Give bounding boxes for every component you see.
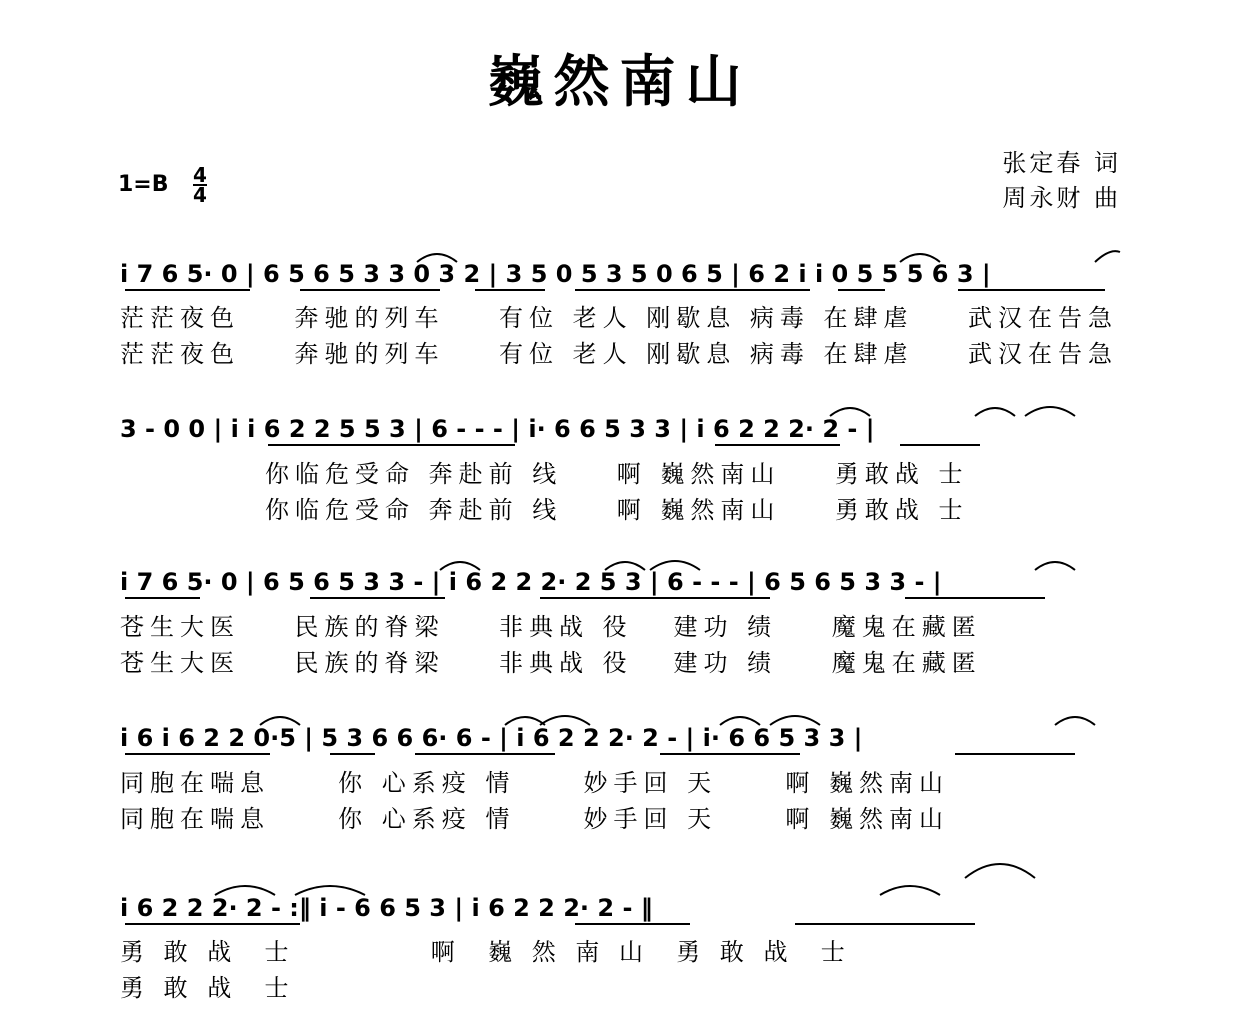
lyric-line-1b: 茫茫夜色 奔驰的列车 有位 老人 刚歇息 病毒 在肆虐 武汉在告急 (120, 340, 1119, 368)
lyric-line-5a: 勇 敢 战 士 啊 巍 然 南 山 勇 敢 战 士 (120, 938, 851, 966)
lyricist-credit: 张定春 词 (1002, 149, 1121, 177)
lyric-line-3a: 苍生大医 民族的脊梁 非典战 役 建功 绩 魔鬼在藏匿 (120, 613, 982, 641)
notation-line-1-text: i 7 6 5· 0 | 6 5 6 5 3 3 0 3 2 | 3 5 0 5 3 5 0 6 5 | 6 2 i i 0 5 5 5 6 3 | (120, 260, 991, 288)
lyric-line-2b: 你临危受命 奔赴前 线 啊 巍然南山 勇敢战 士 (265, 496, 969, 524)
lyric-line-3b: 苍生大医 民族的脊梁 非典战 役 建功 绩 魔鬼在藏匿 (120, 649, 982, 677)
composer-credit: 周永财 曲 (1002, 184, 1121, 212)
lyric-line-5b: 勇 敢 战 士 (120, 974, 295, 1002)
notation-line-2 (120, 415, 875, 443)
notation-line-3 (120, 568, 942, 596)
lyric-line-1a: 茫茫夜色 奔驰的列车 有位 老人 刚歇息 病毒 在肆虐 武汉在告急 (120, 304, 1119, 332)
notation-line-3-text: i 7 6 5· 0 | 6 5 6 5 3 3 - | i 6 2 2 2· 2 5 3 | 6 - - - | 6 5 6 5 3 3 - | (120, 568, 942, 596)
time-signature-top: 4 (193, 163, 207, 187)
notation-line-1 (120, 260, 991, 288)
key-signature: 1=B (118, 172, 169, 197)
notation-line-4-text: i 6 i 6 2 2 0·5 | 5 3 6 6 6· 6 - | i 6 2 2 2· 2 - | i· 6 6 5 3 3 | (120, 724, 863, 752)
song-title: 巍然南山 (487, 49, 752, 115)
notation-line-4 (120, 724, 862, 752)
notation-line-5-text: i 6 2 2 2· 2 - :‖ i - 6 6 5 3 | i 6 2 2 2· 2 - ‖ (120, 894, 653, 922)
lyric-line-4a: 同胞在喘息 你 心系疫 情 妙手回 天 啊 巍然南山 (120, 769, 949, 797)
lyric-line-4b: 同胞在喘息 你 心系疫 情 妙手回 天 啊 巍然南山 (120, 805, 949, 833)
notation-line-2-text: 3 - 0 0 | i i 6 2 2 5 5 3 | 6 - - - | i· 6 6 5 3 3 | i 6 2 2 2· 2 - | (120, 415, 875, 443)
lyric-line-2a: 你临危受命 奔赴前 线 啊 巍然南山 勇敢战 士 (265, 460, 969, 488)
time-signature-bottom: 4 (193, 183, 207, 207)
notation-line-5 (120, 894, 653, 922)
